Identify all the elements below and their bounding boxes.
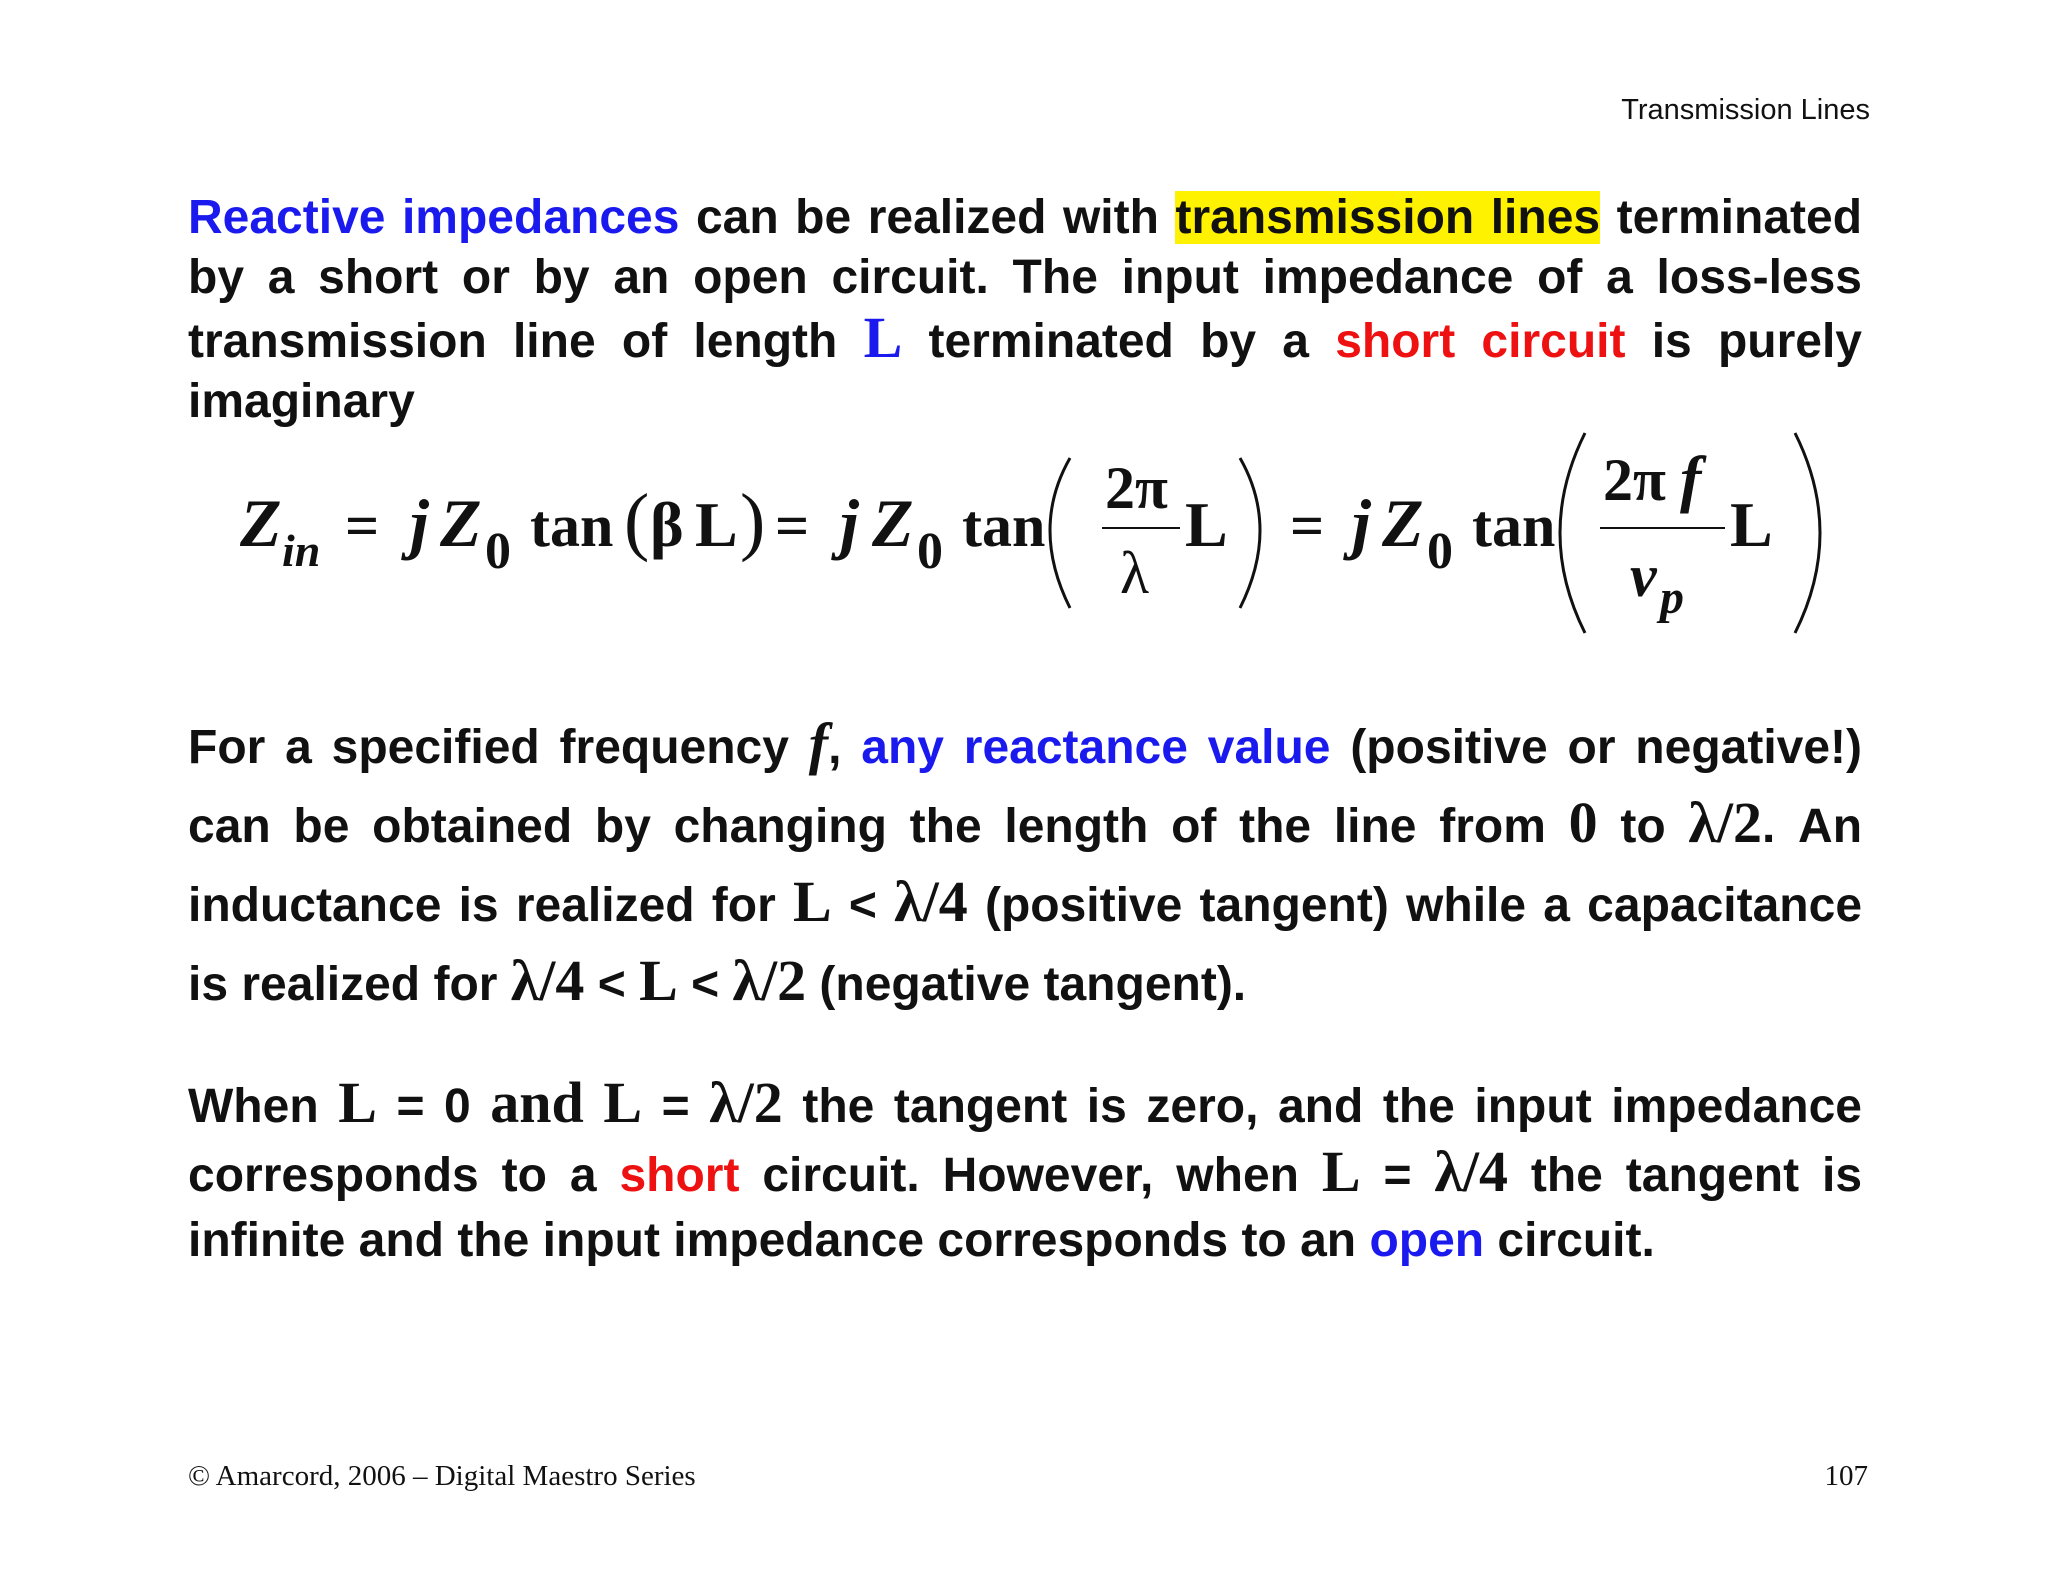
eq-equals-1: =: [345, 493, 380, 559]
eq-sub-0-1: 0: [485, 523, 511, 580]
text-span: is purely imaginary: [188, 315, 1862, 428]
paragraph-reactive-impedances: [188, 188, 1862, 432]
eq-frac-num-f: f: [1680, 443, 1702, 514]
text-span: terminated by a short or by an open circuit. The input impedance of a loss-less transmission line of length: [188, 191, 1863, 368]
symbol-lambda-quarter: λ/4: [894, 869, 968, 934]
text-span: the tangent is infinite and the input impedance corresponds to an: [188, 1149, 1863, 1267]
eq-lparen-1: (: [624, 479, 650, 563]
eq-tan-3: tan: [1472, 493, 1556, 559]
highlight-transmission-lines: transmission lines: [1175, 191, 1601, 244]
symbol-L: L: [338, 1070, 377, 1135]
term-short-circuit: short circuit: [1335, 315, 1626, 368]
eq-j-3: j: [1352, 485, 1371, 561]
eq-frac-den-lambda: λ: [1120, 540, 1150, 606]
eq-big-rparen-2: [1240, 458, 1260, 608]
eq-z0-2: Z: [872, 485, 914, 561]
symbol-L: L: [1321, 1139, 1361, 1204]
eq-beta: β: [650, 489, 684, 560]
term-short: short: [619, 1149, 740, 1202]
eq-frac-num-2pi: 2π: [1105, 455, 1168, 521]
text-span: (positive or negative!) can be obtained by changing the length of the line from: [188, 721, 1863, 853]
symbol-L: L: [863, 305, 903, 370]
eq-L-3: L: [1730, 489, 1773, 560]
eq-equals-3: =: [1290, 493, 1325, 559]
eq-tan-1: tan: [530, 493, 614, 559]
text-span: the tangent is zero, and the input impedance corresponds to a: [188, 1080, 1862, 1202]
symbol-L: L: [639, 948, 678, 1013]
text-span: When: [188, 1080, 339, 1133]
term-open: open: [1369, 1214, 1485, 1267]
symbol-L: L: [603, 1070, 643, 1135]
eq-big-lparen-2: [1050, 458, 1070, 608]
text-span: <: [584, 958, 640, 1011]
text-span: <: [831, 879, 895, 932]
page-header-title: Transmission Lines: [1621, 94, 1870, 126]
eq-rparen-1: ): [740, 479, 766, 563]
eq-z0-3: Z: [1382, 485, 1424, 561]
symbol-lambda-half: λ/2: [1688, 790, 1762, 855]
text-span: <: [677, 958, 733, 1011]
term-any-reactance-value: any reactance value: [861, 721, 1331, 774]
text-span: can be realized with: [679, 191, 1176, 244]
eq-z0-1: Z: [440, 485, 482, 561]
text-span: (positive tangent) while a capacitance is realized for: [188, 879, 1863, 1011]
eq-L-1: L: [695, 489, 738, 560]
eq-frac-num-2pi-2: 2π: [1603, 447, 1666, 513]
symbol-lambda-half: λ/2: [709, 1070, 783, 1135]
eq-frac-den-sub-p: p: [1660, 571, 1684, 624]
text-span: terminated by a: [902, 315, 1336, 368]
eq-sub-0-3: 0: [1427, 523, 1453, 580]
text-span: circuit. However, when: [739, 1149, 1322, 1202]
text-span: (negative tangent).: [806, 958, 1247, 1011]
footer-page-number: 107: [1824, 1460, 1868, 1492]
symbol-L: L: [793, 869, 832, 934]
text-span: circuit.: [1484, 1214, 1655, 1267]
eq-sub-in: in: [282, 525, 321, 576]
symbol-f: f: [808, 711, 829, 776]
eq-L-2: L: [1185, 489, 1228, 560]
word-and-serif: and: [490, 1070, 584, 1135]
eq-big-rparen-3: [1795, 433, 1820, 633]
symbol-lambda-quarter: λ/4: [510, 948, 585, 1013]
eq-j-2: j: [840, 485, 859, 561]
symbol-zero: 0: [1568, 790, 1598, 855]
eq-frac-den-v: v: [1630, 543, 1657, 609]
symbol-lambda-half: λ/2: [732, 948, 807, 1013]
eq-z: Z: [240, 485, 282, 561]
text-span: to: [1597, 800, 1689, 853]
paragraph-reactance-frequency: [188, 706, 1862, 1022]
term-reactive-impedances: Reactive impedances: [188, 191, 680, 244]
eq-big-lparen-3: [1560, 433, 1585, 633]
text-span: . An inductance is realized for: [188, 800, 1863, 932]
footer-copyright: © Amarcord, 2006 – Digital Maestro Series: [188, 1460, 696, 1492]
text-span: [584, 1080, 604, 1133]
input-impedance-equation: [240, 428, 1840, 638]
text-span: For a specified frequency: [188, 721, 809, 774]
symbol-lambda-quarter: λ/4: [1434, 1139, 1508, 1204]
text-span: = 0: [376, 1080, 491, 1133]
eq-equals-2: =: [775, 493, 810, 559]
text-span: ,: [828, 721, 862, 774]
text-span: =: [642, 1080, 710, 1133]
text-span: =: [1360, 1149, 1435, 1202]
eq-tan-2: tan: [962, 493, 1046, 559]
eq-sub-0-2: 0: [917, 523, 943, 580]
paragraph-short-open-circuit: [188, 1070, 1862, 1273]
eq-j-1: j: [410, 485, 429, 561]
